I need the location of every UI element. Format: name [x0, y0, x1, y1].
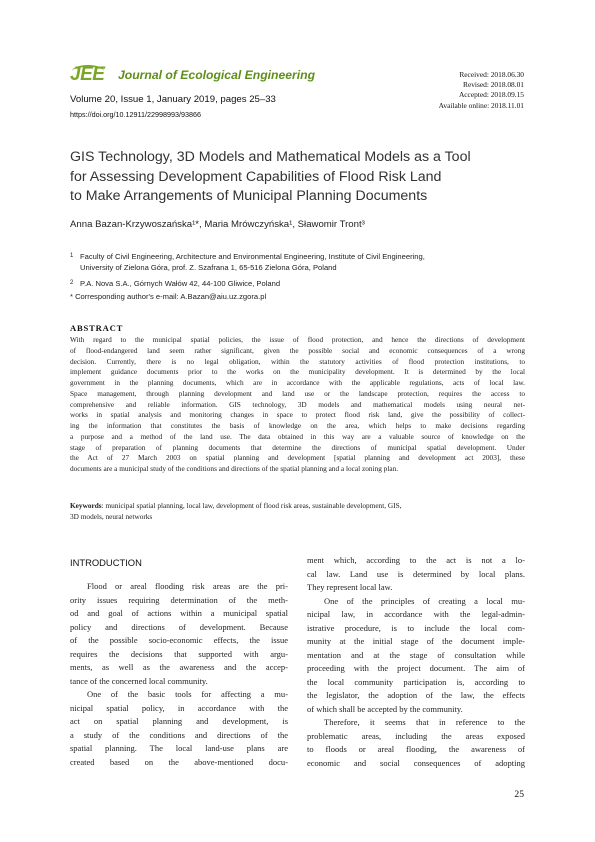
affiliation-text: University of Zielona Góra, prof. Z. Szafrana 1, 65-516 Zielona Góra, Poland: [80, 263, 337, 273]
body-line: requires the decisions that supported with argu-: [70, 648, 288, 659]
abstract-heading: ABSTRACT: [70, 323, 124, 333]
abstract-line: comprehensive and reliable information. GIS technology, 3D models and mathematical models using neural net-: [70, 399, 525, 409]
date-received: Received: 2018.06.30: [459, 70, 524, 79]
body-column-left: [70, 580, 288, 769]
body-line: One of the basic tools for affecting a mu-: [87, 689, 288, 699]
keywords: [70, 500, 525, 522]
title-line: to Make Arrangements of Municipal Planning Documents: [70, 188, 428, 204]
article-dates: [439, 70, 524, 111]
abstract-line: ing the information that constitutes the basis of knowledge on the area, which helps to make decisions regarding: [70, 421, 525, 430]
body-line: munity at the initial stage of the document imple-: [307, 636, 525, 646]
abstract-line: With regard to the municipal spatial policies, the issue of flood protection, and hence the directions of development: [70, 335, 525, 344]
corresponding-author-email: * Corresponding author's e-mail: A.Bazan@aiu.uz.zgora.pl: [70, 292, 267, 301]
abstract-line: decision. Currently, there is no legal obligation, within the statutory activities of flood protection institutions, to: [70, 356, 525, 366]
logo-text: JEE: [70, 64, 105, 85]
date-available-online: Available online: 2018.11.01: [438, 100, 524, 110]
body-line: nicipal spatial policy, in accordance with the: [70, 702, 288, 713]
date-accepted: Accepted: 2018.09.15: [458, 90, 524, 100]
date-revised: Revised: 2018.08.01: [463, 80, 524, 90]
affiliation-2: [70, 278, 530, 289]
abstract-line: of flood-endangered land seem rather significant, given the possible social and economic consequences of a wrong: [70, 345, 525, 355]
body-line: spatial planning. The local land-use plans are: [70, 743, 288, 753]
affiliation-number: 1: [70, 253, 74, 259]
body-column-right: [307, 554, 525, 770]
body-line: proceeding with the project document. The aim of: [307, 663, 525, 673]
body-line: cal law. Land use is determined by local plans.: [307, 568, 525, 579]
affiliation-text: Faculty of Civil Engineering, Architecture and Environmental Engineering, Institute of Civil Engineering,: [80, 252, 425, 261]
article-title: [70, 148, 530, 207]
journal-logo: [70, 64, 112, 90]
body-line: of which shall be accepted by the community.: [307, 703, 463, 714]
journal-name: Journal of Ecological Engineering: [118, 68, 316, 82]
body-line: created based on the above-mentioned docu-: [70, 756, 288, 767]
body-line: the legislator, the adoption of the law, the effects: [307, 690, 525, 700]
abstract-line: Space management, through planning development and land use or the landscape protection, requires the access to: [70, 388, 525, 398]
volume-info: Volume 20, Issue 1, January 2019, pages 25–33: [70, 94, 276, 105]
body-line: of the possible socio-economic effects, the issue: [70, 635, 288, 645]
body-line: One of the principles of creating a local mu-: [324, 595, 525, 606]
page-number: 25: [514, 789, 524, 800]
affiliation-1: [70, 251, 530, 274]
body-line: ority issues requiring determination of the meth-: [70, 594, 288, 605]
body-line: problematic areas, including the areas exposed: [307, 730, 525, 741]
doi-link[interactable]: https://doi.org/10.12911/22998993/93866: [70, 110, 201, 119]
body-line: ment which, according to the act is not a lo-: [307, 555, 525, 565]
body-line: istrative procedure, is to include the local com-: [307, 622, 525, 633]
body-line: policy and directions of development. Because: [70, 621, 288, 632]
body-line: They represent local law.: [307, 582, 393, 592]
affiliation-number: 2: [70, 280, 74, 286]
abstract-line: works in spatial analysis and monitoring changes in space to protect flood risk land, give the possibility of collect-: [70, 410, 525, 420]
title-line: GIS Technology, 3D Models and Mathematical Models as a Tool: [70, 149, 471, 165]
body-line: Therefore, it seems that in reference to the: [324, 717, 525, 727]
body-line: economic and social consequences of adopting: [307, 757, 525, 768]
abstract-line: government in the planning documents, which are in accordance with the applicable regulations, acts of local law.: [70, 378, 525, 387]
abstract-line: a purpose and a method of the land use. The data obtained in this way are a valuable source of knowledge on the: [70, 431, 525, 441]
abstract-body: [70, 335, 525, 475]
abstract-line: documents are a municipal study of the conditions and directions of the spatial planning and a local zoning plan.: [70, 464, 399, 473]
keywords-label: Keywords: [70, 501, 102, 510]
body-line: nicipal law, in accordance with the legal-admin-: [307, 609, 525, 619]
abstract-line: implement guidance documents prior to the works on the municipality development. It is determined by the local: [70, 367, 525, 377]
keywords-list: 3D models, neural networks: [70, 512, 153, 521]
body-line: Flood or areal flooding risk areas are the pri-: [87, 581, 288, 591]
author-list: Anna Bazan-Krzywoszańska¹*, Maria Mrówczyńska¹, Sławomir Tront³: [70, 219, 365, 230]
body-line: act on spatial planning and development, is: [70, 716, 288, 726]
title-line: for Assessing Development Capabilities of Flood Risk Land: [70, 168, 442, 185]
body-line: a study of the conditions and directions of the: [70, 729, 288, 740]
body-line: mentation and at the stage of consultation while: [307, 649, 525, 660]
abstract-line: the Act of 27 March 2003 on spatial planning and development [spatial planning and development act 2003], these: [70, 453, 525, 463]
affiliation-text: P.A. Nova S.A., Górnych Wałów 42, 44-100 Gliwice, Poland: [80, 279, 281, 288]
section-heading-introduction: INTRODUCTION: [70, 557, 142, 568]
body-line: od and goal of actions within a municipal spatial: [70, 608, 288, 618]
body-line: ments, as well as the awareness and the accep-: [70, 662, 288, 672]
body-line: tance of the concerned local community.: [70, 675, 208, 686]
body-line: to floods or areal flooding, the awareness of: [307, 744, 525, 754]
keywords-list: : municipal spatial planning, local law, development of flood risk areas, sustainable development, GIS,: [101, 501, 402, 510]
abstract-line: stage of preparation of planning documents that determine the directions of municipal spatial development. Under: [70, 442, 525, 452]
body-line: the local community participation is, according to: [307, 676, 525, 687]
